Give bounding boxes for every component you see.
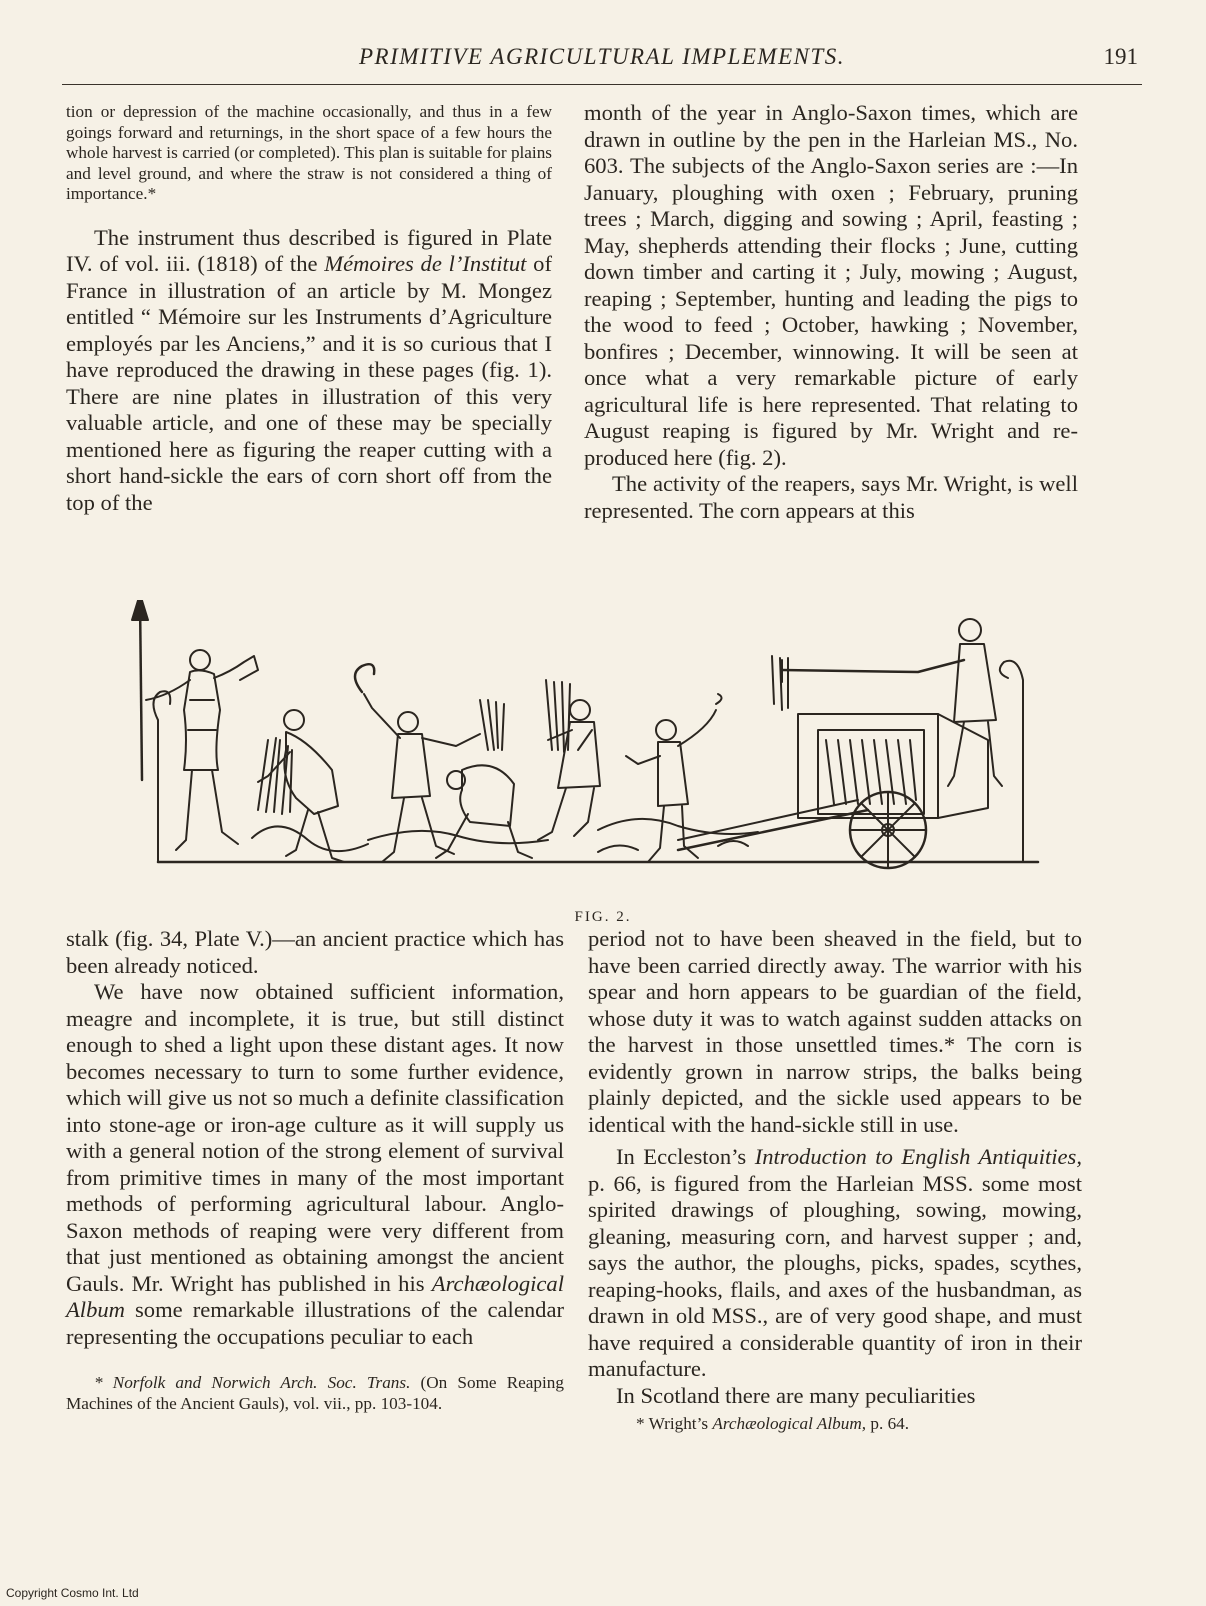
reaper-sickle bbox=[355, 664, 504, 862]
copyright-watermark: Copyright Cosmo Int. Ltd bbox=[6, 1586, 139, 1600]
corn-strip-left bbox=[252, 738, 368, 851]
paragraph-scotland: In Scotland there are many peculiarities bbox=[616, 1382, 976, 1408]
quoted-passage: tion or depression of the machine occasionally, and thus in a few goings forward and returnings, in the short space of a few hours the whole harvest is carried (or completed). This plan is suitable for plains and level ground, and where the straw is not considered a thing of importance.* bbox=[66, 102, 552, 204]
warrior-figure bbox=[132, 600, 258, 850]
man-on-cart-pitchfork bbox=[772, 619, 1002, 786]
footnote-left: * Norfolk and Norwich Arch. Soc. Trans. (On Some Reaping Machines of the Ancient Gauls), vol. vii., pp. 103-104. bbox=[66, 1373, 564, 1413]
paragraph-calendar: month of the year in Anglo-Saxon times, which are drawn in outline by the pen in the Harleian MS., No. 603. The subjects of the Anglo-Saxon series are :—In January, ploughing with oxen ; February, pruning trees ; March, digging and sowing ; April, feasting ; May, shepherds attending their flocks ; June, cutting down timber and carting it ; July, mowing ; August, reaping ; September, hunting and leading the pigs to the wood to feed ; October, hawking ; November, bonfires ; December, winnowing. It will be seen at once what a very remarkable picture of early agricultural life is here represented. That relating to August reaping is figured by Mr. Wright and re-produced here (fig. 2). bbox=[584, 100, 1078, 470]
cart bbox=[678, 714, 988, 868]
reaper-one bbox=[258, 710, 344, 862]
left-column-top bbox=[66, 102, 552, 516]
reaping-illustration bbox=[118, 600, 1058, 890]
child-figure bbox=[626, 694, 722, 862]
paragraph-reapers: The activity of the reapers, says Mr. Wright, is well represented. The corn appears at this bbox=[584, 471, 1078, 523]
figure-caption: FIG. 2. bbox=[574, 909, 632, 925]
page-number: 191 bbox=[1103, 44, 1138, 69]
footnote-right: * Wright’s Archæological Album, p. 64. bbox=[636, 1414, 910, 1433]
right-column-top bbox=[584, 100, 1078, 524]
left-column-bottom bbox=[66, 926, 564, 1414]
running-title: PRIMITIVE AGRICULTURAL IMPLEMENTS. bbox=[358, 44, 846, 69]
paragraph-eccleston: In Eccleston’s Introduction to English Antiquities, p. 66, is figured from the Harleian MSS. some most spirited drawings of ploughing, sowing, mowing, gleaning, measuring corn, and harvest supper ; and, says the author, the ploughs, picks, spades, scythes, reaping-hooks, flails, and axes of the husbandman, as drawn in old MSS., are of very good shape, and must have required a considerable quantity of iron in their manufacture. bbox=[588, 1144, 1082, 1381]
paragraph-information: We have now obtained sufficient information, meagre and incomplete, it is true, but still distinct enough to shed a light upon these distant ages. It now becomes necessary to turn to some further evidence, which will give us not so much a definite classification into stone-age or iron-age culture as it will supply us with a general notion of the strong element of survival from primitive times in many of the most important methods of performing agricultural labour. Anglo-Saxon methods of reaping were very different from that just mentioned as obtaining amongst the ancient Gauls. Mr. Wright has published in his Archæological Album some remarkable illustrations of the calendar representing the occupations peculiar to each bbox=[66, 979, 564, 1349]
running-head bbox=[62, 40, 1142, 85]
paragraph-period: period not to have been sheaved in the field, but to have been carried directly away. The warrior with his spear and horn appears to be guardian of the field, whose duty it was to watch against sudden attacks on the harvest in those unsettled times.* The corn is evidently grown in narrow strips, the balks being plainly depicted, and the sickle used appears to be identical with the hand-sickle still in use. bbox=[588, 926, 1082, 1137]
paragraph-instrument: The instrument thus described is figured in Plate IV. of vol. iii. (1818) of the Mémoires de l’Institut of France in illustration of an article by M. Mongez entitled “ Mémoire sur les Instruments d’Agriculture employés par les Anciens,” and it is so curious that I have reproduced the drawing in these pages (fig. 1). There are nine plates in illustration of this very valuable article, and one of these may be specially mentioned here as figuring the reaper cutting with a short hand-sickle the ears of corn short off from the top of the bbox=[66, 224, 552, 515]
figure-reaping-scene bbox=[118, 600, 1058, 890]
paragraph-stalk: stalk (fig. 34, Plate V.)—an ancient practice which has been already noticed. bbox=[66, 926, 564, 978]
right-column-bottom bbox=[588, 926, 1082, 1434]
